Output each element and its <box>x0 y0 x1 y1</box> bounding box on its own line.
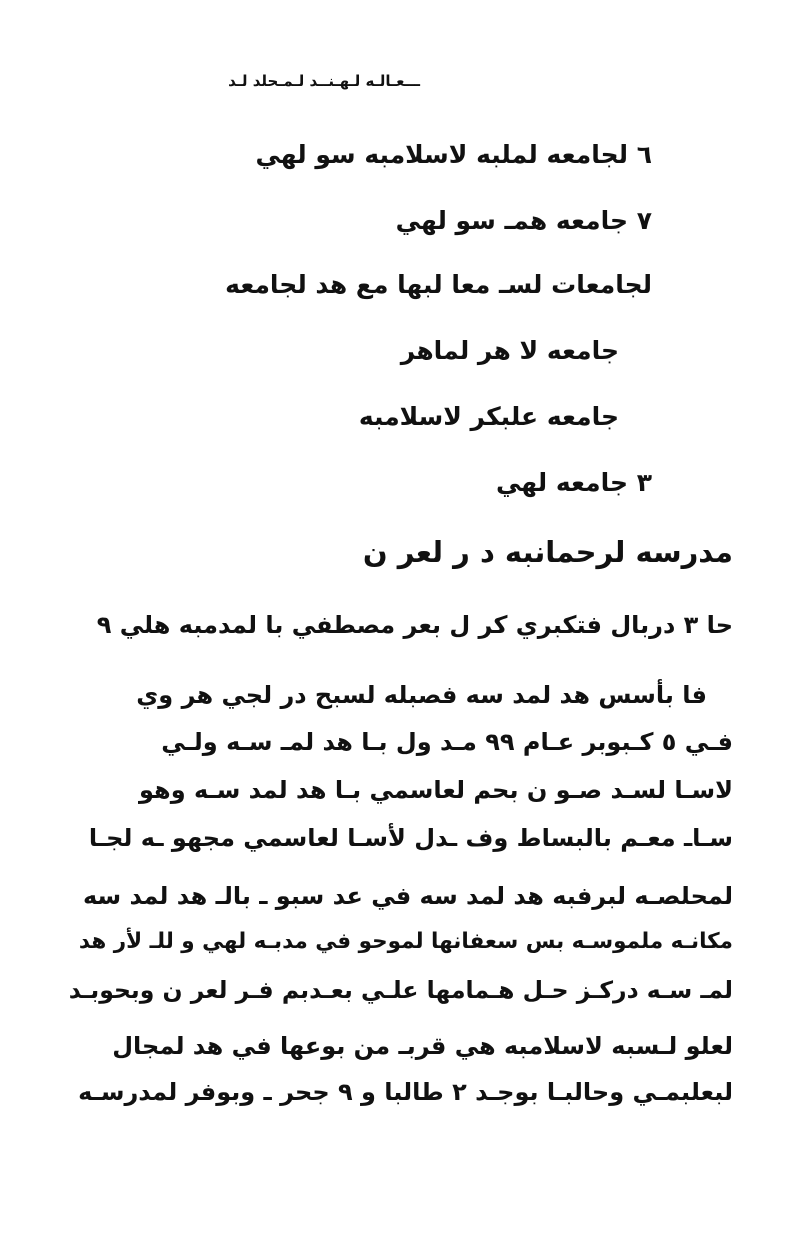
paragraph-line: مكانـه ملموسـه بس سعفانها لموحو في مدبـه لهي و للـ لأر هد <box>78 929 733 954</box>
list-item: لجامعات لسـ معا لبها مع هد لجامعه <box>225 270 652 299</box>
list-item: جامعه لا هر لماهر <box>400 336 619 365</box>
list-item: ٦ لجامعه لملبه لاسلامبه سو لهي <box>255 140 652 169</box>
list-item: ٧ جامعه همـ سو لهي <box>395 206 652 235</box>
list-item: جامعه علبكر لاسلامبه <box>358 402 619 431</box>
paragraph-line: لاسـا لسـد صـو ن بحم لعاسمي بـا هد لمد سـه وهو <box>139 776 733 804</box>
running-header: ـــعـالـه لـهـنــد لـمـحلد لـد <box>228 72 420 90</box>
list-item: ٣ جامعه لهي <box>495 468 652 497</box>
paragraph-line: لعلو لـسبه لاسلامبه هي قربـ من بوعها في هد لمجال <box>112 1032 733 1060</box>
paragraph-line: سـاـ معـم بالبساط وف ـدل لأسـا لعاسمي مجهو ـه لجـا <box>88 824 733 852</box>
section-heading: مدرسه لرحمانبه د ر لعر ن <box>362 535 733 569</box>
intro-line: حا ٣ دربال فتكبري كر ل بعر مصطفي با لمدمبه هلي ٩ <box>96 611 733 639</box>
paragraph-line: لمـ سـه دركـز حـل هـمامها علـي بعـدبم فـر لعر ن وبحوبـد <box>68 976 733 1004</box>
paragraph-line: لمحلصـه لبرفبه هد لمد سه في عد سبو ـ بالـ هد لمد سه <box>82 882 733 910</box>
paragraph-line: لبعلبمـي وحالبـا بوجـد ٢ طالبا و ٩ جحر ـ وبوفر لمدرسـه <box>78 1078 733 1106</box>
paragraph-line: فـي ٥ كـبوبر عـام ٩٩ مـد ول بـا هد لمـ سـه ولـي <box>161 728 733 756</box>
paragraph-line: فا بأسس هد لمد سه فصبله لسبح در لجي هر وي <box>136 681 707 709</box>
